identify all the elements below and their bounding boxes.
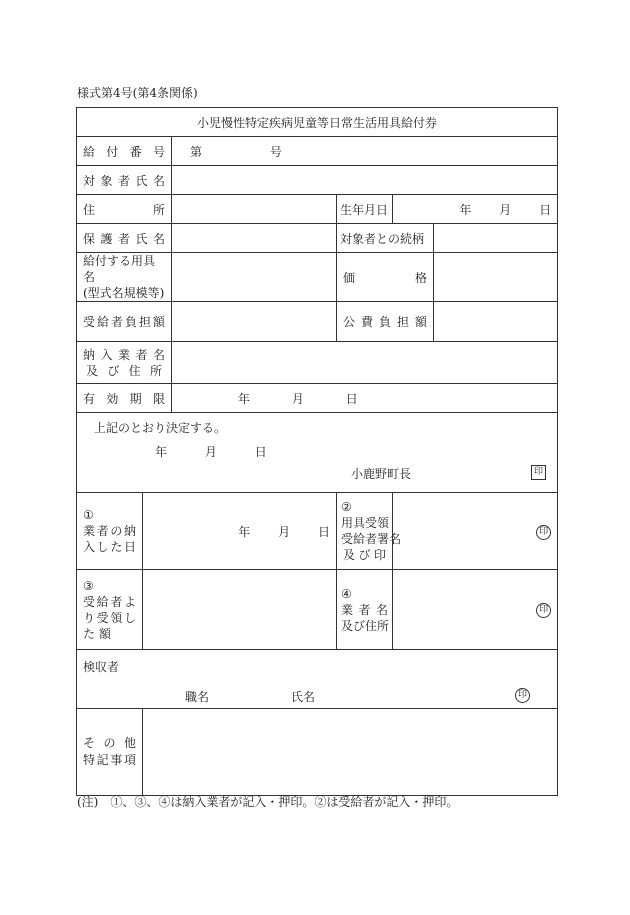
form-title: 小児慢性特定疾病児童等日常生活用具給付券 xyxy=(77,108,558,137)
jukyu-futan-char: 負 xyxy=(124,315,137,329)
label-nonyu-line2 xyxy=(83,363,165,379)
kyufu-bango-char: 番 xyxy=(129,144,142,159)
nonyu-2-char: 及 xyxy=(86,363,99,378)
voucher-form xyxy=(76,107,558,796)
s3-number: ③ xyxy=(83,578,94,593)
label-other xyxy=(77,709,143,796)
other-line1 xyxy=(83,735,136,752)
yuko-char: 有 xyxy=(83,391,96,406)
kakaku-char: 価 xyxy=(343,270,356,285)
s3-l2-char: 領 xyxy=(110,610,123,625)
s2-l3-char: び xyxy=(358,548,371,562)
yuko-char: 期 xyxy=(129,391,142,406)
label-jukyu-futan xyxy=(83,313,165,330)
s1-l1-char: 納 xyxy=(123,524,136,538)
decision-text: 上記のとおり決定する。 xyxy=(94,421,227,435)
decision-tsuki: 月 xyxy=(204,445,217,459)
kohi-futan-char: 担 xyxy=(396,315,409,329)
field-nonyu[interactable] xyxy=(172,342,558,384)
nonyu-2-char: 住 xyxy=(128,363,141,378)
nen-text: 年 xyxy=(459,202,472,217)
nonyu-2-char: び xyxy=(107,363,120,378)
inspector-shokumei: 職名 xyxy=(185,690,210,704)
taishosha-char: 者 xyxy=(117,173,130,188)
hi-text: 日 xyxy=(539,202,552,217)
field-s4[interactable] xyxy=(393,570,558,650)
other-1-char: の xyxy=(103,736,116,750)
s3-line1 xyxy=(83,594,136,610)
mayor-name: 小鹿野町長 xyxy=(351,467,412,481)
nonyu-1-char: 者 xyxy=(135,347,148,362)
kohi-futan-char: 額 xyxy=(414,315,427,329)
label-s4 xyxy=(337,570,393,650)
s2-l2-char: 署 xyxy=(377,532,390,546)
other-2-char: 記 xyxy=(96,753,109,767)
s1-line1 xyxy=(83,523,136,539)
label-nonyu-line1 xyxy=(83,347,165,363)
field-other[interactable] xyxy=(143,709,558,796)
s1-l1-char: 者 xyxy=(96,524,109,538)
kyufu-bango-char: 付 xyxy=(106,144,119,159)
hogosha-char: 護 xyxy=(100,231,113,246)
label-yogu-line1: 給付する用具名 xyxy=(83,254,156,284)
jukyu-futan-char: 担 xyxy=(138,315,151,329)
label-yogu xyxy=(77,253,172,302)
s4-l1-char: 名 xyxy=(375,602,388,617)
s2-l3-char: 及 xyxy=(343,548,356,562)
s2-l3-char: 印 xyxy=(373,548,386,562)
decision-hi: 日 xyxy=(254,445,267,459)
s2-l1-char: 受 xyxy=(365,516,378,530)
mayor-seal-icon: 印 xyxy=(531,465,546,480)
s4-l1-char: 者 xyxy=(358,602,371,617)
s4-l2-char: 所 xyxy=(377,618,390,633)
go-text: 号 xyxy=(269,144,282,159)
kyufu-bango-char: 給 xyxy=(83,144,96,159)
label-hogosha xyxy=(83,230,165,247)
s1-hi: 日 xyxy=(317,524,330,539)
field-s3[interactable] xyxy=(143,570,337,650)
field-yogu[interactable] xyxy=(172,253,337,302)
field-jukyu-futan[interactable] xyxy=(172,302,337,342)
label-kakaku xyxy=(343,269,427,286)
field-s2[interactable] xyxy=(393,493,558,570)
s2-line1 xyxy=(341,515,388,531)
s2-l1-char: 用 xyxy=(341,516,354,530)
inspector-shimei: 氏名 xyxy=(291,690,316,704)
yuko-hi: 日 xyxy=(345,391,358,406)
hogosha-char: 保 xyxy=(83,231,96,246)
label-yogu-line2: (型式名規模等) xyxy=(83,286,165,300)
jukyu-futan-char: 受 xyxy=(83,315,96,329)
s3-line2 xyxy=(83,610,136,626)
s4-seal-icon: 印 xyxy=(536,603,551,618)
s2-l1-char: 領 xyxy=(377,516,390,530)
inspector-seal-icon: 印 xyxy=(515,688,530,703)
s3-l2-char: り xyxy=(83,610,96,625)
tsuki-text: 月 xyxy=(499,202,512,217)
kohi-futan-char: 費 xyxy=(360,315,373,329)
s2-seal-icon: 印 xyxy=(536,525,551,540)
label-s3 xyxy=(77,570,143,650)
kohi-futan-char: 負 xyxy=(378,315,391,329)
s3-l3-char: た xyxy=(83,626,96,641)
form-number: 様式第4号(第4条関係) xyxy=(77,86,198,100)
s3-l1-char: 者 xyxy=(110,594,123,609)
other-2-char: 特 xyxy=(83,753,96,767)
other-1-char: 他 xyxy=(123,736,136,750)
taishosha-char: 象 xyxy=(100,173,113,188)
jusho-char: 住 xyxy=(83,202,96,217)
nonyu-1-char: 名 xyxy=(152,347,165,362)
field-jusho[interactable] xyxy=(172,195,337,224)
field-seinengappi[interactable] xyxy=(393,195,558,224)
label-seinengappi: 生年月日 xyxy=(337,195,393,224)
s1-l1-char: 業 xyxy=(83,524,96,538)
label-taishosha xyxy=(83,172,165,189)
field-kohi-futan[interactable] xyxy=(434,302,558,342)
yuko-char: 限 xyxy=(152,391,165,406)
field-zokugara[interactable] xyxy=(434,224,558,253)
other-1-char: そ xyxy=(83,736,96,750)
s4-number: ④ xyxy=(341,586,352,601)
label-zokugara: 対象者との続柄 xyxy=(337,224,434,253)
s4-l2-char: 住 xyxy=(365,618,378,633)
s1-l2-char: し xyxy=(96,540,109,554)
label-kohi-futan xyxy=(343,313,427,330)
s2-l1-char: 具 xyxy=(353,516,366,530)
s4-l2-char: び xyxy=(353,618,366,633)
jusho-char: 所 xyxy=(152,202,165,217)
jukyu-futan-char: 給 xyxy=(96,315,109,329)
s4-l1-char: 業 xyxy=(341,602,354,617)
s1-l2-char: 入 xyxy=(83,540,96,554)
decision-nen: 年 xyxy=(155,445,168,459)
kakaku-char: 格 xyxy=(414,270,427,285)
jukyu-futan-char: 者 xyxy=(110,315,123,329)
s3-line3 xyxy=(83,626,136,642)
hogosha-char: 者 xyxy=(117,231,130,246)
s1-nen: 年 xyxy=(238,524,251,539)
field-taishosha[interactable] xyxy=(172,166,558,195)
s3-l1-char: よ xyxy=(123,594,136,609)
taishosha-char: 氏 xyxy=(135,173,148,188)
label-jusho xyxy=(83,201,165,218)
kyufu-bango-char: 号 xyxy=(152,144,165,159)
s2-number: ② xyxy=(341,500,352,514)
s1-l2-char: た xyxy=(110,540,123,554)
nonyu-1-char: 納 xyxy=(83,347,96,362)
yuko-tsuki: 月 xyxy=(291,391,304,406)
s4-l2-char: 及 xyxy=(341,618,354,633)
field-s1[interactable] xyxy=(143,493,337,570)
s2-line3 xyxy=(341,547,388,563)
field-yuko[interactable] xyxy=(172,384,558,413)
s2-l2-char: 者 xyxy=(365,532,378,546)
s1-number: ① xyxy=(83,508,94,522)
label-s1 xyxy=(77,493,143,570)
label-yuko xyxy=(83,390,165,407)
field-hogosha[interactable] xyxy=(172,224,337,253)
s2-l2-char: 受 xyxy=(341,532,354,546)
yuko-nen: 年 xyxy=(238,391,251,406)
label-kyufu-bango xyxy=(83,143,165,160)
s3-l2-char: 受 xyxy=(96,610,109,625)
dai-text: 第 xyxy=(190,144,203,159)
jukyu-futan-char: 額 xyxy=(152,315,165,329)
footnote: (注) ①、③、④は納入業者が記入・押印。②は受給者が記入・押印。 xyxy=(77,795,459,809)
s1-l2-char: 日 xyxy=(123,540,136,554)
kohi-futan-char: 公 xyxy=(343,315,356,329)
s3-l1-char: 受 xyxy=(83,594,96,609)
inspector-block xyxy=(77,650,558,709)
nonyu-1-char: 業 xyxy=(117,347,130,362)
decision-block xyxy=(77,413,558,493)
hogosha-char: 氏 xyxy=(135,231,148,246)
other-2-char: 事 xyxy=(110,753,123,767)
inspector-label: 検収者 xyxy=(83,660,120,674)
s3-l2-char: し xyxy=(123,610,136,625)
taishosha-char: 名 xyxy=(152,173,165,188)
s1-tsuki: 月 xyxy=(278,524,291,539)
other-line2 xyxy=(83,752,136,769)
label-s2 xyxy=(337,493,402,570)
s2-l2-char: 給 xyxy=(353,532,366,546)
s2-line2 xyxy=(341,531,402,547)
yuko-char: 効 xyxy=(106,391,119,406)
nonyu-1-char: 入 xyxy=(100,347,113,362)
s4-line2 xyxy=(341,618,388,634)
s1-line2 xyxy=(83,539,136,555)
field-kakaku[interactable] xyxy=(434,253,558,302)
field-kyufu-bango[interactable] xyxy=(172,137,558,166)
s4-line1 xyxy=(341,602,388,618)
s3-l1-char: 給 xyxy=(96,594,109,609)
nonyu-2-char: 所 xyxy=(149,363,162,378)
other-2-char: 項 xyxy=(123,753,136,767)
s3-l3-char: 額 xyxy=(99,626,112,641)
hogosha-char: 名 xyxy=(152,231,165,246)
s1-l1-char: の xyxy=(110,524,123,538)
taishosha-char: 対 xyxy=(83,173,96,188)
s2-l2-char: 名 xyxy=(389,532,402,546)
